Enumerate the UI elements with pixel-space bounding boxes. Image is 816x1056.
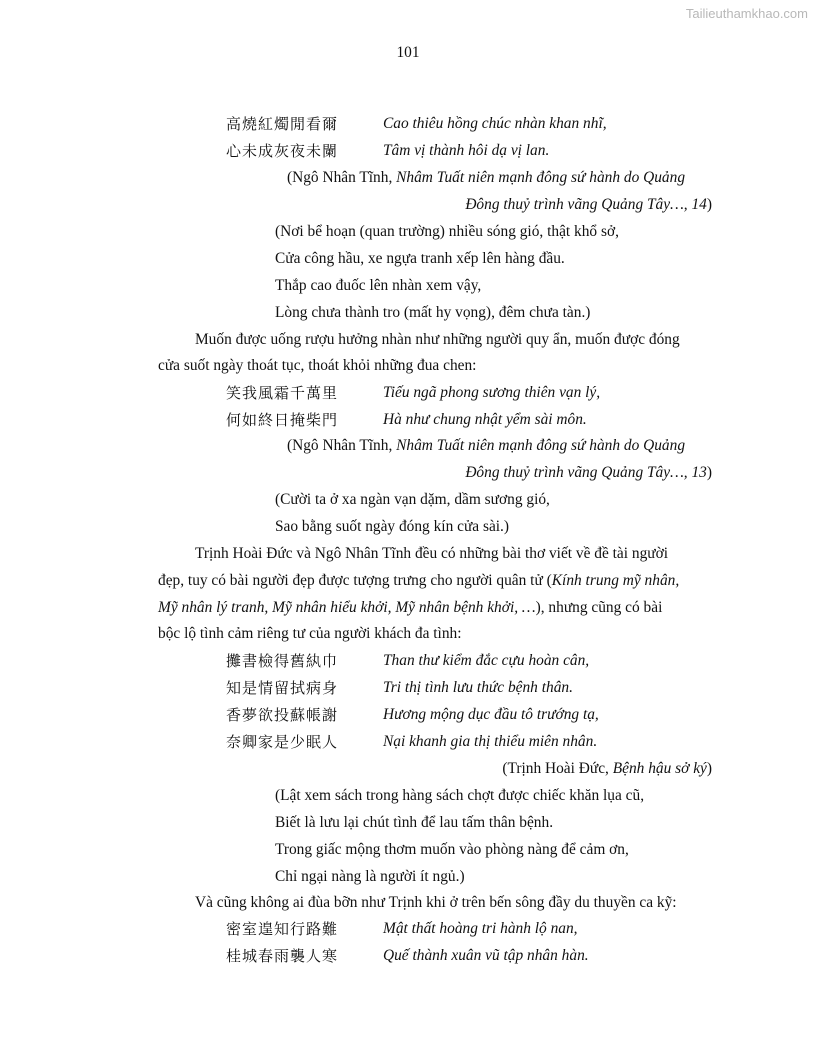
poem3-viet-line-4: Nại khanh gia thị thiểu miên nhân. [383,733,598,750]
poem2-han-line-1: 笑我風霜千萬里 [226,384,339,402]
citation-1-line-2: Đông thuỷ trình vãng Quảng Tây…, 14) [465,196,712,213]
poem2-han-line-2: 何如終日掩柴門 [226,411,339,429]
translation-1-line-2: Cửa công hầu, xe ngựa tranh xếp lên hàng đầu. [275,250,565,267]
paragraph-2-line-2: đẹp, tuy có bài người đẹp được tượng trưng cho người quân tử (Kính trung mỹ nhân, [158,572,680,589]
poem3-han-line-3: 香夢欲投蘇帳謝 [226,706,339,724]
translation-1-line-4: Lòng chưa thành tro (mất hy vọng), đêm chưa tàn.) [275,304,591,321]
poem1-han-line-1: 高燒紅燭閒看爾 [226,115,339,133]
poem2-viet-line-2: Hà như chung nhật yểm sài môn. [383,411,587,428]
poem4-viet-line-2: Quế thành xuân vũ tập nhân hàn. [383,947,589,964]
citation-3: (Trịnh Hoài Đức, Bệnh hậu sở ký) [502,760,712,777]
paragraph-2-line-3: Mỹ nhân lý tranh, Mỹ nhân hiểu khởi, Mỹ nhân bệnh khởi, …), nhưng cũng có bài [158,599,663,616]
translation-1-line-3: Thắp cao đuốc lên nhàn xem vậy, [275,277,482,294]
translation-2-line-2: Sao bằng suốt ngày đóng kín cửa sài.) [275,518,510,535]
poem3-viet-line-1: Than thư kiểm đắc cựu hoàn cân, [383,652,590,669]
poem4-han-line-1: 密室遑知行路難 [226,920,339,938]
paragraph-1-line-1: Muốn được uống rượu hưởng nhàn như những người quy ẩn, muốn được đóng [195,331,680,348]
page-number: 101 [396,44,420,61]
citation-2-line-1: (Ngô Nhân Tĩnh, Nhâm Tuất niên mạnh đông sứ hành do Quảng [287,437,686,454]
paragraph-3: Và cũng không ai đùa bỡn như Trịnh khi ở trên bến sông đầy du thuyền ca kỹ: [195,894,677,911]
citation-1-line-1: (Ngô Nhân Tĩnh, Nhâm Tuất niên mạnh đông sứ hành do Quảng [287,169,686,186]
translation-3-line-4: Chỉ ngại nàng là người ít ngủ.) [275,868,465,885]
translation-1-line-1: (Nơi bể hoạn (quan trường) nhiều sóng gió, thật khổ sở, [275,223,619,240]
translation-3-line-2: Biết là lưu lại chút tình để lau tấm thân bệnh. [275,814,554,831]
poem1-viet-line-1: Cao thiêu hồng chúc nhàn khan nhĩ, [383,115,607,132]
paragraph-2-line-4: bộc lộ tình cảm riêng tư của người khách đa tình: [158,625,462,642]
poem3-han-line-4: 奈卿家是少眠人 [226,733,339,751]
poem3-viet-line-3: Hương mộng dục đầu tô trướng tạ, [383,706,599,723]
poem3-han-line-1: 攤書檢得舊紈巾 [226,652,339,670]
watermark: Tailieuthamkhao.com [685,6,808,21]
citation-2-line-2: Đông thuỷ trình vãng Quảng Tây…, 13) [465,464,712,481]
translation-3-line-1: (Lật xem sách trong hàng sách chợt được chiếc khăn lụa cũ, [275,787,645,804]
paragraph-1-line-2: cửa suốt ngày thoát tục, thoát khỏi những đua chen: [158,357,477,374]
poem1-han-line-2: 心未成灰夜未闌 [226,142,339,160]
poem4-han-line-2: 桂城春雨襲人寒 [226,947,339,965]
translation-3-line-3: Trong giấc mộng thơm muốn vào phòng nàng để cảm ơn, [275,841,629,858]
translation-2-line-1: (Cười ta ở xa ngàn vạn dặm, dầm sương gió, [275,491,550,508]
poem3-han-line-2: 知是情留拭病身 [226,679,339,697]
paragraph-2-line-1: Trịnh Hoài Đức và Ngô Nhân Tĩnh đều có những bài thơ viết về đề tài người [195,545,669,562]
poem2-viet-line-1: Tiếu ngã phong sương thiên vạn lý, [383,384,601,401]
poem3-viet-line-2: Tri thị tình lưu thức bệnh thân. [383,679,573,696]
poem1-viet-line-2: Tâm vị thành hôi dạ vị lan. [383,142,550,159]
poem4-viet-line-1: Mật thất hoàng tri hành lộ nan, [383,920,578,937]
